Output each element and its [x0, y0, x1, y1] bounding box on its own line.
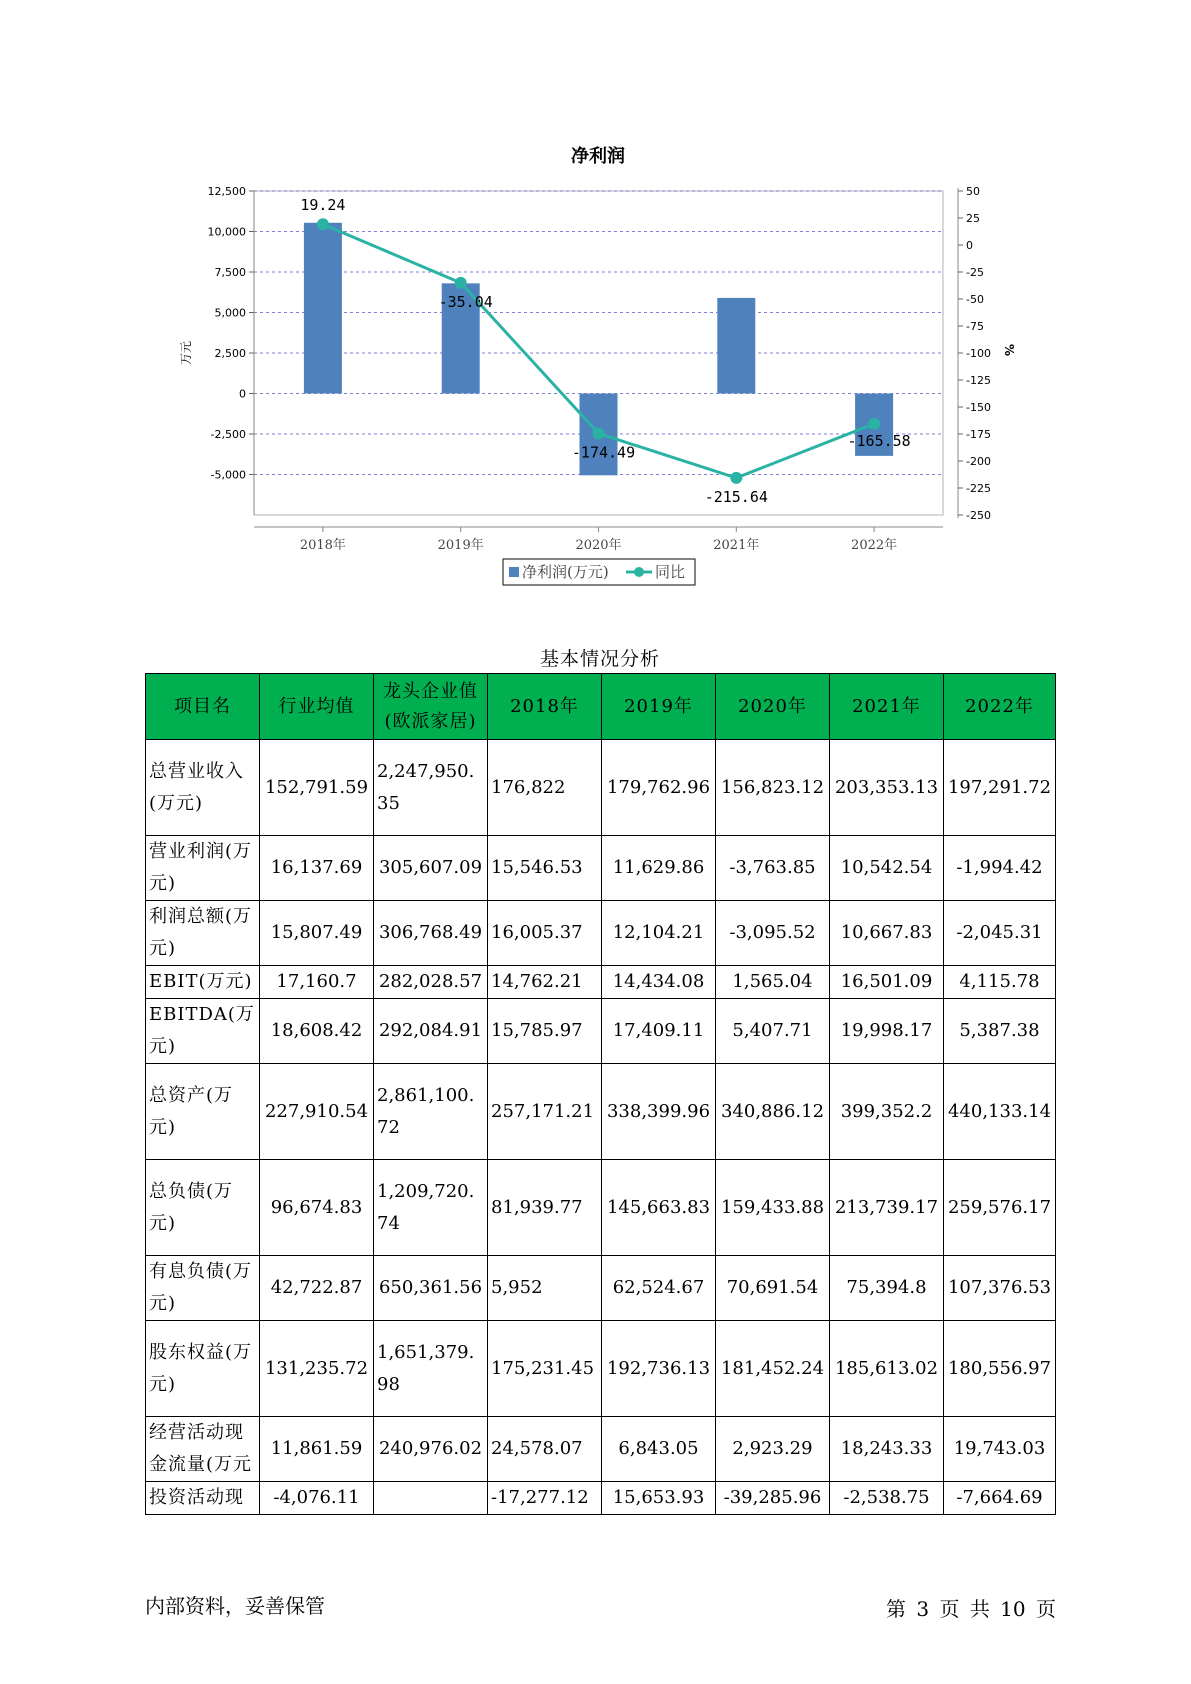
table-cell: 2,923.29	[716, 1417, 830, 1482]
table-cell: 131,235.72	[260, 1321, 374, 1417]
table-cell: 96,674.83	[260, 1160, 374, 1256]
right-axis-tick-label: -175	[966, 428, 991, 441]
yoy-point	[317, 218, 329, 230]
table-cell: 17,409.11	[602, 999, 716, 1064]
table-cell: 1,565.04	[716, 966, 830, 999]
right-axis-tick-label: -250	[966, 509, 991, 522]
chart-legend	[503, 559, 695, 585]
bar	[304, 223, 342, 394]
table-cell: 18,608.42	[260, 999, 374, 1064]
table-cell: 12,104.21	[602, 901, 716, 966]
left-axis-tick-label: 7,500	[214, 266, 246, 279]
table-row	[146, 901, 1056, 966]
row-label: EBITDA(万元)	[146, 999, 260, 1064]
legend-bar-swatch	[509, 567, 519, 577]
table-cell: 16,501.09	[830, 966, 944, 999]
x-axis-tick-label: 2020年	[575, 538, 622, 553]
right-axis-tick-label: 25	[966, 212, 980, 225]
table-header-cell: 2018年	[488, 674, 602, 740]
table-cell: 15,807.49	[260, 901, 374, 966]
table-row	[146, 740, 1056, 836]
row-label: 总负债(万元)	[146, 1160, 260, 1256]
data-label: -165.58	[847, 431, 911, 450]
legend-bar-label: 净利润(万元)	[522, 563, 609, 581]
bar	[717, 298, 755, 394]
left-axis-tick-label: -5,000	[210, 468, 246, 482]
table-cell: 257,171.21	[488, 1064, 602, 1160]
table-header-row	[146, 674, 1056, 740]
table-cell: 1,651,379.98	[374, 1321, 488, 1417]
table-cell: 227,910.54	[260, 1064, 374, 1160]
data-label: -215.64	[704, 487, 768, 506]
table-row	[146, 1064, 1056, 1160]
right-axis-tick-label: -150	[966, 401, 991, 414]
table-row	[146, 1256, 1056, 1321]
table-cell: 14,434.08	[602, 966, 716, 999]
table-cell: 185,613.02	[830, 1321, 944, 1417]
table-cell: 203,353.13	[830, 740, 944, 836]
table-cell: 42,722.87	[260, 1256, 374, 1321]
table-cell: 2,247,950.35	[374, 740, 488, 836]
left-axis-tick-label: 12,500	[207, 185, 246, 198]
table-cell: -39,285.96	[716, 1482, 830, 1515]
table-cell: 399,352.2	[830, 1064, 944, 1160]
table-cell: -1,994.42	[944, 836, 1056, 901]
table-cell: 145,663.83	[602, 1160, 716, 1256]
table-cell: 650,361.56	[374, 1256, 488, 1321]
table-cell: 107,376.53	[944, 1256, 1056, 1321]
row-label: 总营业收入(万元)	[146, 740, 260, 836]
table-cell: 340,886.12	[716, 1064, 830, 1160]
data-label: -174.49	[571, 443, 636, 462]
table-cell: -4,076.11	[260, 1482, 374, 1515]
table-cell: 5,407.71	[716, 999, 830, 1064]
table-row	[146, 1482, 1056, 1515]
table-cell	[374, 1482, 488, 1515]
table-row	[146, 999, 1056, 1064]
table-row	[146, 966, 1056, 999]
legend-line-label: 同比	[655, 563, 686, 581]
yoy-point	[868, 418, 880, 430]
table-cell: 152,791.59	[260, 740, 374, 836]
right-axis-tick-label: -25	[966, 266, 984, 279]
table-cell: -7,664.69	[944, 1482, 1056, 1515]
left-axis-tick-label: -2,500	[210, 428, 246, 441]
table-cell: 17,160.7	[260, 966, 374, 999]
x-axis-tick-label: 2019年	[437, 538, 484, 553]
right-axis-tick-label: -225	[966, 482, 991, 495]
table-cell: 1,209,720.74	[374, 1160, 488, 1256]
right-axis-tick-label: -125	[966, 374, 991, 387]
table-cell: 292,084.91	[374, 999, 488, 1064]
table-cell: 240,976.02	[374, 1417, 488, 1482]
table-header-cell: 行业均值	[260, 674, 374, 740]
table-header-cell: 2020年	[716, 674, 830, 740]
row-label: 经营活动现金流量(万元	[146, 1417, 260, 1482]
table-header-cell: 2019年	[602, 674, 716, 740]
left-axis-tick-label: 2,500	[214, 347, 246, 360]
table-cell: 81,939.77	[488, 1160, 602, 1256]
table-cell: 15,653.93	[602, 1482, 716, 1515]
table-caption: 基本情况分析	[539, 648, 660, 670]
table-cell: 11,861.59	[260, 1417, 374, 1482]
chart-title: 净利润	[571, 146, 625, 167]
table-cell: 62,524.67	[602, 1256, 716, 1321]
table-header-cell: 2022年	[944, 674, 1056, 740]
table-row	[146, 1417, 1056, 1482]
table-cell: 5,387.38	[944, 999, 1056, 1064]
basic-analysis-table	[145, 673, 1056, 1515]
table-cell: 156,823.12	[716, 740, 830, 836]
right-axis-tick-label: -100	[966, 347, 991, 360]
right-axis-tick-label: -50	[966, 293, 984, 306]
table-cell: 2,861,100.72	[374, 1064, 488, 1160]
table-cell: 14,762.21	[488, 966, 602, 999]
right-axis-tick-label: 50	[966, 185, 980, 198]
table-cell: 18,243.33	[830, 1417, 944, 1482]
table-header-cell: 项目名	[146, 674, 260, 740]
footer-confidential: 内部资料，妥善保管	[145, 1594, 325, 1618]
table-cell: 282,028.57	[374, 966, 488, 999]
row-label: 股东权益(万元)	[146, 1321, 260, 1417]
x-axis-tick-label: 2021年	[713, 538, 760, 553]
yoy-point	[593, 427, 605, 439]
table-cell: 179,762.96	[602, 740, 716, 836]
table-cell: 11,629.86	[602, 836, 716, 901]
left-axis-tick-label: 10,000	[207, 225, 246, 239]
legend-line-marker	[634, 567, 644, 577]
table-cell: 213,739.17	[830, 1160, 944, 1256]
right-axis-tick-label: 0	[966, 239, 973, 252]
data-label: -35.04	[438, 292, 493, 311]
table-cell: 10,667.83	[830, 901, 944, 966]
table-row	[146, 1160, 1056, 1256]
table-cell: -3,763.85	[716, 836, 830, 901]
table-cell: 19,998.17	[830, 999, 944, 1064]
table-cell: -2,045.31	[944, 901, 1056, 966]
table-cell: 338,399.96	[602, 1064, 716, 1160]
table-cell: 181,452.24	[716, 1321, 830, 1417]
row-label: 营业利润(万元)	[146, 836, 260, 901]
table-cell: 75,394.8	[830, 1256, 944, 1321]
table-cell: 10,542.54	[830, 836, 944, 901]
data-label: 19.24	[300, 196, 346, 215]
yoy-point	[730, 472, 742, 484]
table-cell: 176,822	[488, 740, 602, 836]
table-cell: 16,137.69	[260, 836, 374, 901]
table-cell: 16,005.37	[488, 901, 602, 966]
row-label: 投资活动现	[146, 1482, 260, 1515]
table-header-cell: 龙头企业值(欧派家居)	[374, 674, 488, 740]
table-cell: -17,277.12	[488, 1482, 602, 1515]
table-cell: 159,433.88	[716, 1160, 830, 1256]
net-profit-chart	[0, 0, 1191, 600]
table-cell: 180,556.97	[944, 1321, 1056, 1417]
table-cell: 5,952	[488, 1256, 602, 1321]
table-cell: 305,607.09	[374, 836, 488, 901]
table-cell: 4,115.78	[944, 966, 1056, 999]
table-cell: 175,231.45	[488, 1321, 602, 1417]
table-cell: -2,538.75	[830, 1482, 944, 1515]
row-label: 总资产(万元)	[146, 1064, 260, 1160]
yoy-point	[455, 277, 467, 289]
row-label: EBIT(万元)	[146, 966, 260, 999]
left-axis-tick-label: 0	[239, 387, 246, 401]
table-cell: -3,095.52	[716, 901, 830, 966]
table-cell: 19,743.03	[944, 1417, 1056, 1482]
left-axis-label: 万元	[179, 340, 193, 366]
right-axis-tick-label: -75	[966, 320, 984, 333]
table-cell: 197,291.72	[944, 740, 1056, 836]
left-axis-tick-label: 5,000	[214, 306, 246, 320]
table-cell: 15,785.97	[488, 999, 602, 1064]
x-axis-tick-label: 2018年	[299, 538, 346, 553]
row-label: 利润总额(万元)	[146, 901, 260, 966]
table-cell: 6,843.05	[602, 1417, 716, 1482]
table-cell: 24,578.07	[488, 1417, 602, 1482]
table-cell: 259,576.17	[944, 1160, 1056, 1256]
table-cell: 15,546.53	[488, 836, 602, 901]
footer-page-number: 第 3 页 共 10 页	[886, 1597, 1056, 1621]
table-header-cell: 2021年	[830, 674, 944, 740]
right-axis-tick-label: -200	[966, 455, 991, 468]
row-label: 有息负债(万元)	[146, 1256, 260, 1321]
table-cell: 70,691.54	[716, 1256, 830, 1321]
table-cell: 192,736.13	[602, 1321, 716, 1417]
table-cell: 306,768.49	[374, 901, 488, 966]
x-axis-tick-label: 2022年	[851, 538, 898, 553]
table-row	[146, 836, 1056, 901]
right-axis-label: %	[1002, 343, 1016, 357]
table-cell: 440,133.14	[944, 1064, 1056, 1160]
table-row	[146, 1321, 1056, 1417]
